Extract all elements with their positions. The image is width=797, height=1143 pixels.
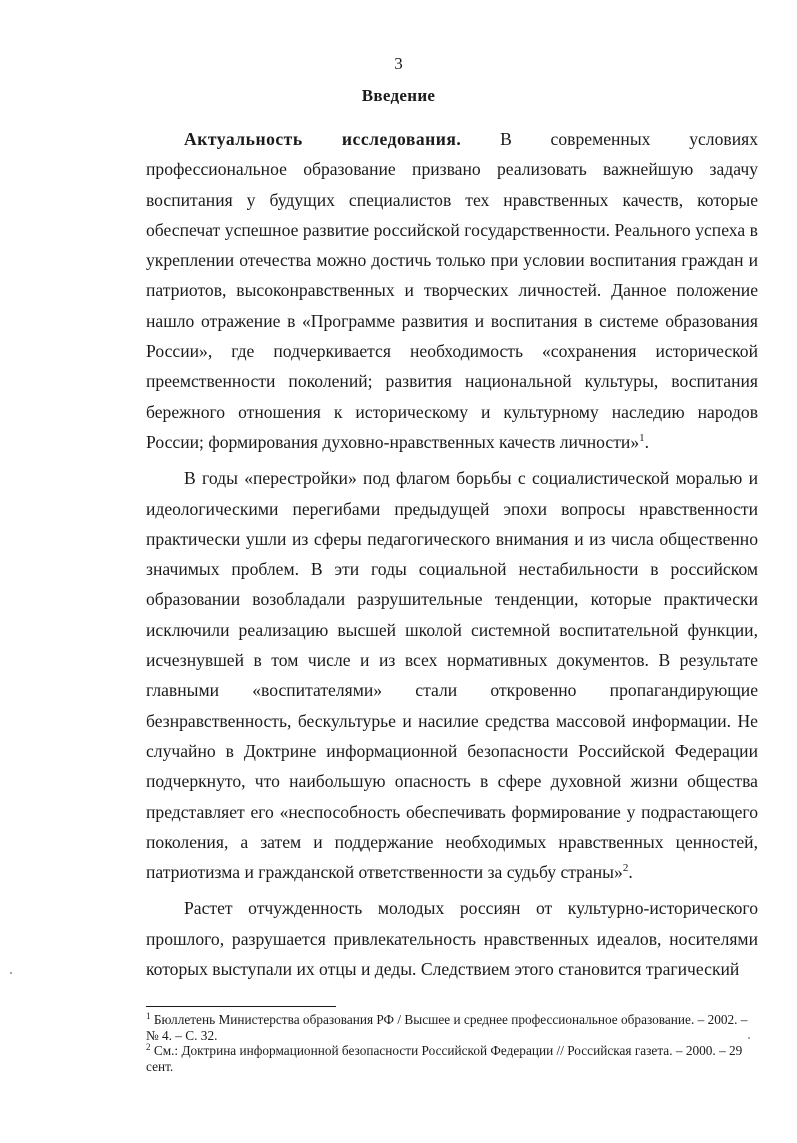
footnote-text: Бюллетень Министерства образования РФ / Высшее и среднее профессиональное образование. – 2002. – № 4. – С. 32.: [146, 1012, 748, 1043]
footnote-ref-2: 2: [622, 862, 629, 875]
footnote-number: 2: [146, 1042, 151, 1053]
body-text: [146, 124, 758, 984]
footnote-ref-1: 1: [639, 431, 645, 444]
footnote-1: [146, 1012, 758, 1043]
paragraph-text: В годы «перестройки» под флагом борьбы с социалистической моралью и идеологическими перегибами предыдущей эпохи вопросы нравственности практически ушли из сферы педагогического внимания и из числа общественно значимых проблем. В эти годы социальной нестабильности в российском образовании возобладали разрушительные тенденции, которые практически исключили реализацию высшей школой системной воспитательной функции, исчезнувшей в том числе и из всех нормативных документов. В результате главными «воспитателями» стали откровенно пропагандирующие безнравственность, бескультурье и насилие средства массовой информации. Не случайно в Доктрине информационной безопасности Российской Федерации подчеркнуто, что наибольшую опасность в сфере духовной жизни общества представляет его «неспособность обеспечивать формирование у подрастающего поколения, а затем и поддержание необходимых нравственных ценностей, патриотизма и гражданской ответственности за судьбу страны»: [146, 468, 758, 883]
paragraph-2: [146, 463, 758, 887]
paragraph-1: [146, 124, 758, 457]
paragraph-lead: Актуальность исследования.: [184, 129, 462, 149]
page-number: 3: [394, 54, 403, 73]
footnotes: [146, 1012, 758, 1075]
paragraph-text: В современных условиях профессиональное образование призвано реализовать важнейшую задачу воспитания у будущих специалистов тех нравственных качеств, которые обеспечат успешное развитие российской государственности. Реального успеха в укреплении отечества можно достичь только при условии воспитания граждан и патриотов, высоконравственных и творческих личностей. Данное положение нашло отражение в «Программе развития и воспитания в системе образования России», где подчеркивается необходимость «сохранения исторической преемственности поколений; развития национальной культуры, воспитания бережного отношения к историческому и культурному наследию народов России; формирования духовно-нравственных качеств личности»: [146, 129, 758, 452]
paragraph-text: Растет отчужденность молодых россиян от культурно-исторического прошлого, разрушается привлекательность нравственных идеалов, носителями которых выступали их отцы и деды. Следствием этого становится трагический: [146, 898, 758, 980]
footnote-divider: [146, 1006, 336, 1007]
section-heading: Введение: [361, 86, 436, 105]
scan-speck: [10, 972, 12, 974]
paragraph-tail: .: [628, 862, 633, 883]
footnote-2: [146, 1043, 758, 1074]
paragraph-3: [146, 893, 758, 984]
footnote-text: См.: Доктрина информационной безопасности Российской Федерации // Российская газета. – 2000. – 29 сент.: [146, 1043, 743, 1075]
footnote-number: 1: [146, 1011, 151, 1021]
scan-speck: [748, 1037, 750, 1039]
paragraph-tail: .: [644, 431, 650, 452]
